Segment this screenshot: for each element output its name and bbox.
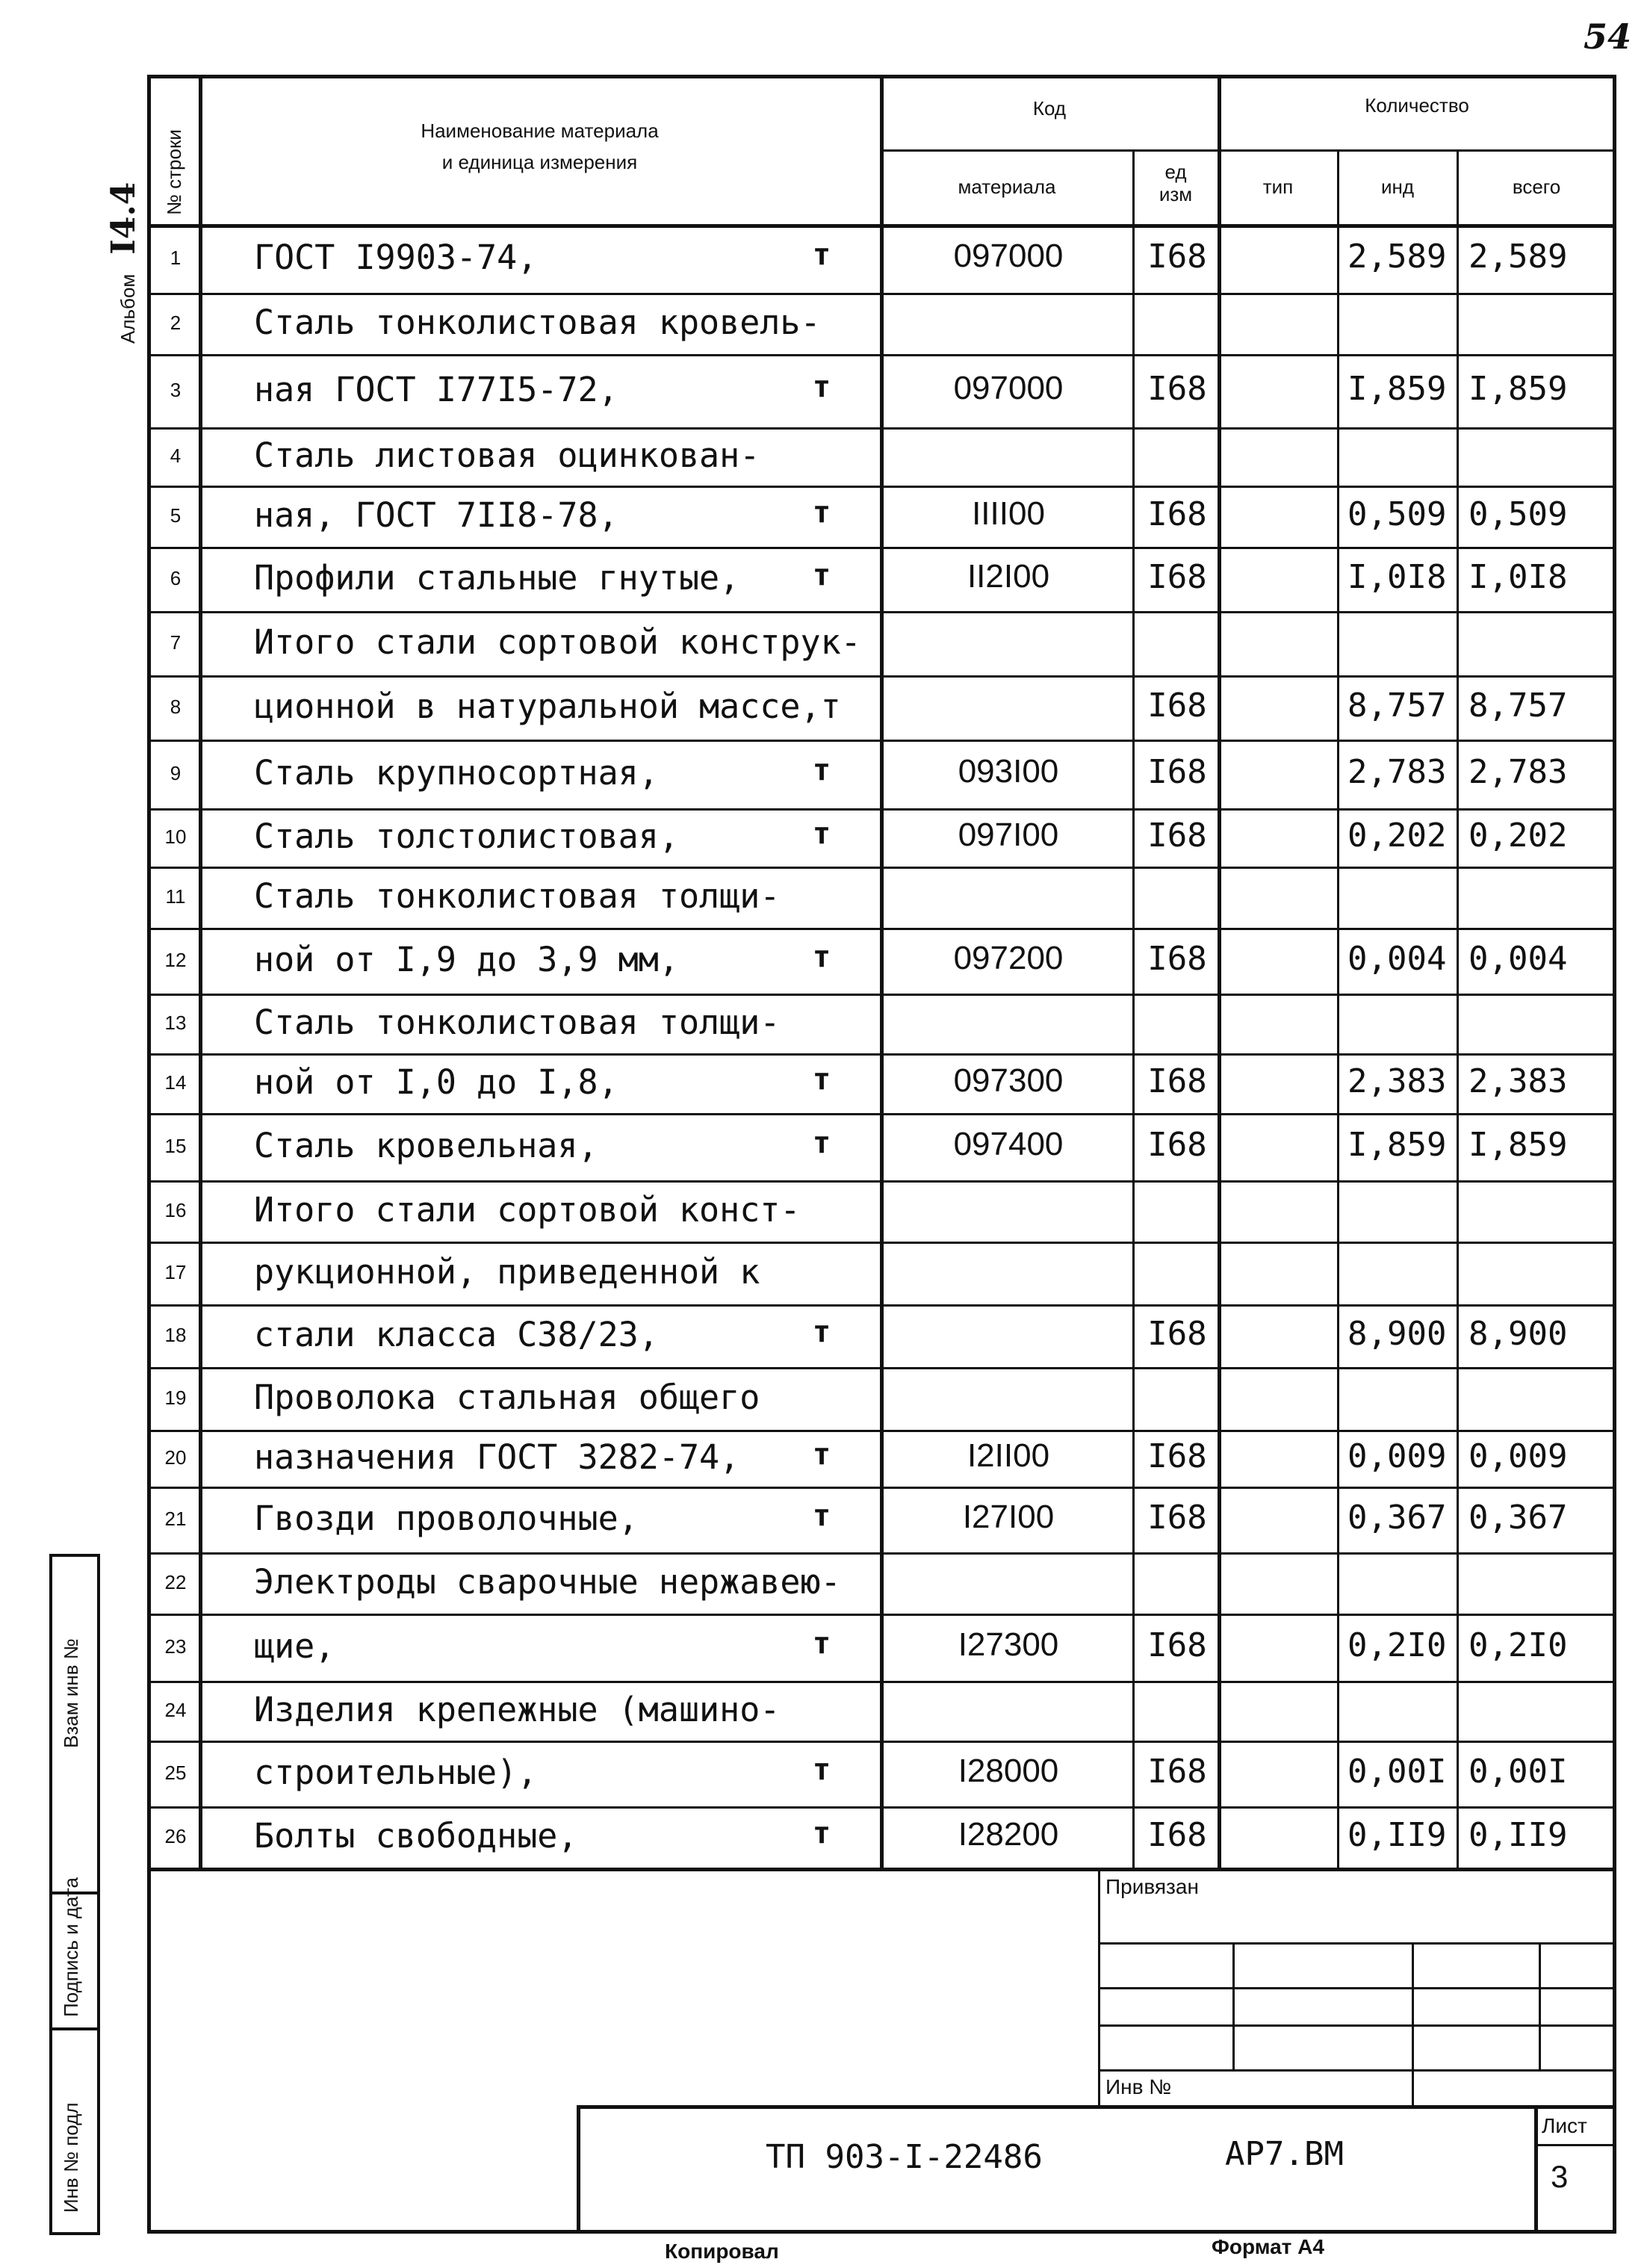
quantity-ind: I,0I8 bbox=[1347, 558, 1447, 596]
quantity-ind: 0,004 bbox=[1347, 940, 1447, 978]
document-code: ТП 903-I-22486 bbox=[766, 2138, 1043, 2176]
left-stamp-vzam-text: Взам инв № bbox=[60, 1638, 82, 1748]
row-separator bbox=[147, 1614, 1616, 1616]
header-row-no: № строки bbox=[163, 129, 185, 215]
material-code: 097200 bbox=[953, 940, 1064, 976]
material-name: назначения ГОСТ 3282-74, bbox=[254, 1437, 740, 1477]
quantity-ind: 0,367 bbox=[1347, 1499, 1447, 1537]
material-name: Итого стали сортовой конст- bbox=[254, 1190, 801, 1230]
unit-symbol: т bbox=[813, 1816, 831, 1850]
material-name: Болты свободные, bbox=[254, 1816, 578, 1856]
unit-symbol: т bbox=[813, 1753, 831, 1787]
row-separator bbox=[147, 1430, 1616, 1432]
row-separator bbox=[147, 867, 1616, 869]
row-separator bbox=[147, 611, 1616, 613]
material-name: Сталь тонколистовая кровель- bbox=[254, 303, 821, 342]
quantity-total: 0,II9 bbox=[1468, 1816, 1568, 1854]
unit-symbol: т bbox=[813, 1062, 831, 1097]
row-number: 6 bbox=[170, 567, 182, 589]
row-separator bbox=[147, 1242, 1616, 1244]
row-separator bbox=[147, 547, 1616, 549]
unit-code: I68 bbox=[1147, 238, 1207, 276]
row-number: 5 bbox=[170, 504, 182, 527]
material-name: Итого стали сортовой конструк- bbox=[254, 622, 861, 662]
material-name: Электроды сварочные нержавею- bbox=[254, 1562, 841, 1602]
title-block-left bbox=[577, 2105, 580, 2234]
material-name: стали класса С38/23, bbox=[254, 1315, 659, 1354]
material-name: Проволока стальная общего bbox=[254, 1378, 760, 1417]
quantity-ind: 0,00I bbox=[1347, 1753, 1447, 1791]
header-code-unit bbox=[1134, 161, 1218, 205]
unit-code: I68 bbox=[1147, 753, 1207, 791]
quantity-ind: 0,202 bbox=[1347, 817, 1447, 855]
quantity-ind: 2,589 bbox=[1347, 238, 1447, 276]
header-quantity: Количество bbox=[1365, 94, 1469, 117]
stamp-inner-v1 bbox=[1232, 1942, 1235, 2069]
stamp-line-4 bbox=[1098, 2069, 1616, 2072]
material-code: I27300 bbox=[958, 1626, 1059, 1663]
col-line-tip bbox=[1337, 149, 1339, 1868]
quantity-total: 2,383 bbox=[1468, 1062, 1568, 1100]
unit-code: I68 bbox=[1147, 1816, 1207, 1854]
row-number: 17 bbox=[164, 1261, 187, 1283]
row-number: 12 bbox=[164, 949, 187, 971]
row-separator bbox=[147, 1304, 1616, 1307]
header-code-material: материала bbox=[958, 176, 1056, 198]
material-code: 097300 bbox=[953, 1062, 1064, 1099]
material-name: строительные), bbox=[254, 1753, 538, 1792]
unit-code: I68 bbox=[1147, 1753, 1207, 1791]
row-separator bbox=[147, 1053, 1616, 1056]
row-separator bbox=[147, 1367, 1616, 1369]
material-name: ГОСТ I9903-74, bbox=[254, 238, 538, 277]
header-mid-line bbox=[880, 149, 1613, 152]
row-number: 22 bbox=[164, 1571, 187, 1593]
title-block-sheet-sep bbox=[1534, 2105, 1538, 2234]
material-name: ционной в натуральной массе,т bbox=[254, 687, 841, 726]
row-separator bbox=[147, 740, 1616, 742]
unit-code: I68 bbox=[1147, 687, 1207, 725]
unit-symbol: т bbox=[813, 1437, 831, 1472]
unit-code: I68 bbox=[1147, 1126, 1207, 1164]
row-number: 23 bbox=[164, 1635, 187, 1658]
unit-code: I68 bbox=[1147, 495, 1207, 533]
stamp-inv-no: Инв № bbox=[1105, 2075, 1172, 2098]
quantity-total: I,859 bbox=[1468, 370, 1568, 408]
row-separator bbox=[147, 1180, 1616, 1183]
row-separator bbox=[147, 928, 1616, 930]
footer-format: Формат А4 bbox=[1212, 2235, 1324, 2258]
unit-code: I68 bbox=[1147, 1626, 1207, 1664]
row-number: 25 bbox=[164, 1762, 187, 1784]
material-code: I28200 bbox=[958, 1816, 1059, 1853]
quantity-total: 8,757 bbox=[1468, 687, 1568, 725]
row-separator bbox=[147, 427, 1616, 430]
material-code: I28000 bbox=[958, 1753, 1059, 1789]
quantity-ind: 8,757 bbox=[1347, 687, 1447, 725]
sheet-label: Лист bbox=[1542, 2114, 1587, 2137]
header-code: Код bbox=[1032, 97, 1067, 120]
row-number: 14 bbox=[164, 1071, 187, 1094]
material-name: Сталь тонколистовая толщи- bbox=[254, 1003, 781, 1042]
row-separator bbox=[147, 1487, 1616, 1489]
row-number: 4 bbox=[170, 444, 182, 467]
title-block-top bbox=[577, 2105, 1616, 2109]
material-code: 097000 bbox=[953, 238, 1064, 274]
quantity-total: I,859 bbox=[1468, 1126, 1568, 1164]
stamp-inner-v2 bbox=[1412, 1942, 1414, 2107]
header-qty-tip: тип bbox=[1262, 176, 1294, 198]
material-name: ная, ГОСТ 7II8-78, bbox=[254, 495, 618, 535]
sheet-number: 3 bbox=[1551, 2159, 1569, 2194]
quantity-total: 8,900 bbox=[1468, 1315, 1568, 1353]
header-name-line1: Наименование материала bbox=[421, 120, 659, 142]
header-qty-total: всего bbox=[1512, 176, 1561, 198]
material-name: Профили стальные гнутые, bbox=[254, 558, 740, 598]
unit-code: I68 bbox=[1147, 1437, 1207, 1475]
material-name: Изделия крепежные (машино- bbox=[254, 1690, 781, 1729]
row-number: 13 bbox=[164, 1011, 187, 1034]
quantity-total: I,0I8 bbox=[1468, 558, 1568, 596]
row-number: 10 bbox=[164, 825, 187, 848]
row-separator bbox=[147, 486, 1616, 488]
header-code-unit-text: ед изм bbox=[1159, 161, 1193, 205]
left-stamp-inv-podl-text: Инв № подл bbox=[60, 2102, 82, 2213]
unit-code: I68 bbox=[1147, 940, 1207, 978]
quantity-total: 0,2I0 bbox=[1468, 1626, 1568, 1664]
quantity-total: 0,00I bbox=[1468, 1753, 1568, 1791]
unit-symbol: т bbox=[813, 558, 831, 592]
table-bottom-line bbox=[147, 1868, 1616, 1871]
row-separator bbox=[147, 808, 1616, 811]
quantity-ind: 8,900 bbox=[1347, 1315, 1447, 1353]
row-separator bbox=[147, 1806, 1616, 1809]
quantity-ind: 0,II9 bbox=[1347, 1816, 1447, 1854]
col-line-ind bbox=[1457, 149, 1459, 1868]
quantity-total: 0,367 bbox=[1468, 1499, 1568, 1537]
unit-code: I68 bbox=[1147, 1315, 1207, 1353]
unit-symbol: т bbox=[813, 1315, 831, 1349]
footer-copied: Копировал bbox=[665, 2240, 779, 2263]
material-name: щие, bbox=[254, 1626, 335, 1666]
material-name: Гвозди проволочные, bbox=[254, 1499, 639, 1538]
material-code: 097I00 bbox=[958, 817, 1059, 853]
row-separator bbox=[147, 994, 1616, 996]
quantity-ind: 0,509 bbox=[1347, 495, 1447, 533]
row-number: 11 bbox=[165, 885, 186, 908]
album-label bbox=[105, 182, 143, 344]
quantity-ind: I,859 bbox=[1347, 1126, 1447, 1164]
unit-symbol: т bbox=[813, 495, 831, 530]
quantity-total: 0,004 bbox=[1468, 940, 1568, 978]
unit-symbol: т bbox=[813, 1626, 831, 1661]
unit-code: I68 bbox=[1147, 1062, 1207, 1100]
row-number: 21 bbox=[164, 1508, 187, 1530]
row-separator bbox=[147, 1552, 1616, 1555]
quantity-total: 0,009 bbox=[1468, 1437, 1568, 1475]
material-code: II2I00 bbox=[967, 558, 1050, 595]
unit-symbol: т bbox=[813, 1499, 831, 1533]
quantity-total: 0,509 bbox=[1468, 495, 1568, 533]
row-separator bbox=[147, 1741, 1616, 1743]
row-number: 8 bbox=[170, 695, 182, 718]
row-number: 16 bbox=[164, 1199, 187, 1221]
stamp-privyazan: Привязан bbox=[1105, 1875, 1199, 1898]
row-number: 15 bbox=[164, 1135, 187, 1157]
quantity-total: 2,589 bbox=[1468, 238, 1568, 276]
row-number: 20 bbox=[164, 1446, 187, 1469]
unit-symbol: т bbox=[813, 1126, 831, 1160]
material-code: 097400 bbox=[953, 1126, 1064, 1162]
quantity-ind: I,859 bbox=[1347, 370, 1447, 408]
material-name: ной от I,0 до I,8, bbox=[254, 1062, 618, 1102]
row-separator bbox=[147, 1681, 1616, 1683]
material-name: Сталь толстолистовая, bbox=[254, 817, 679, 856]
page-number: 54 bbox=[1584, 16, 1632, 57]
quantity-ind: 0,2I0 bbox=[1347, 1626, 1447, 1664]
row-number: 26 bbox=[164, 1825, 187, 1847]
row-number: 24 bbox=[164, 1699, 187, 1721]
material-name: рукционной, приведенной к bbox=[254, 1252, 760, 1292]
row-number: 9 bbox=[170, 762, 182, 784]
row-separator bbox=[147, 1113, 1616, 1115]
material-code: IIII00 bbox=[972, 495, 1045, 532]
header-bottom-line bbox=[147, 224, 1616, 228]
document-mark: АР7.ВМ bbox=[1225, 2135, 1344, 2173]
unit-code: I68 bbox=[1147, 370, 1207, 408]
material-name: Сталь кровельная, bbox=[254, 1126, 598, 1165]
unit-code: I68 bbox=[1147, 558, 1207, 596]
material-name: ная ГОСТ I77I5-72, bbox=[254, 370, 618, 409]
unit-symbol: т bbox=[813, 370, 831, 404]
unit-code: I68 bbox=[1147, 817, 1207, 855]
quantity-ind: 2,783 bbox=[1347, 753, 1447, 791]
material-name: Сталь крупносортная, bbox=[254, 753, 659, 793]
unit-symbol: т bbox=[813, 817, 831, 851]
album-number: I4.4 bbox=[105, 182, 143, 255]
quantity-total: 2,783 bbox=[1468, 753, 1568, 791]
row-separator bbox=[147, 354, 1616, 356]
row-separator bbox=[147, 675, 1616, 678]
material-code: 097000 bbox=[953, 370, 1064, 406]
row-number: 7 bbox=[170, 631, 182, 654]
quantity-total: 0,202 bbox=[1468, 817, 1568, 855]
album-word: Альбом bbox=[117, 273, 139, 344]
row-number: 2 bbox=[170, 312, 182, 334]
header-name-line2: и единица измерения bbox=[441, 151, 638, 173]
material-code: I2II00 bbox=[967, 1437, 1050, 1474]
unit-code: I68 bbox=[1147, 1499, 1207, 1537]
row-number: 19 bbox=[164, 1386, 187, 1409]
material-name: Сталь тонколистовая толщи- bbox=[254, 876, 781, 916]
material-code: 093I00 bbox=[958, 753, 1059, 790]
row-number: 18 bbox=[164, 1324, 187, 1346]
unit-symbol: т bbox=[813, 753, 831, 787]
material-name: ной от I,9 до 3,9 мм, bbox=[254, 940, 679, 979]
row-number: 1 bbox=[170, 247, 182, 269]
material-name: Сталь листовая оцинкован- bbox=[254, 436, 760, 475]
left-stamp-podpis-text: Подпись и дата bbox=[60, 1877, 82, 2017]
quantity-ind: 2,383 bbox=[1347, 1062, 1447, 1100]
quantity-ind: 0,009 bbox=[1347, 1437, 1447, 1475]
stamp-inner-v3 bbox=[1539, 1942, 1541, 2069]
unit-symbol: т bbox=[813, 238, 831, 272]
row-separator bbox=[147, 293, 1616, 295]
title-block-sheet-line bbox=[1534, 2144, 1616, 2146]
unit-symbol: т bbox=[813, 940, 831, 974]
header-qty-ind: инд bbox=[1380, 176, 1415, 198]
row-number: 3 bbox=[170, 379, 182, 401]
material-code: I27I00 bbox=[962, 1499, 1055, 1535]
